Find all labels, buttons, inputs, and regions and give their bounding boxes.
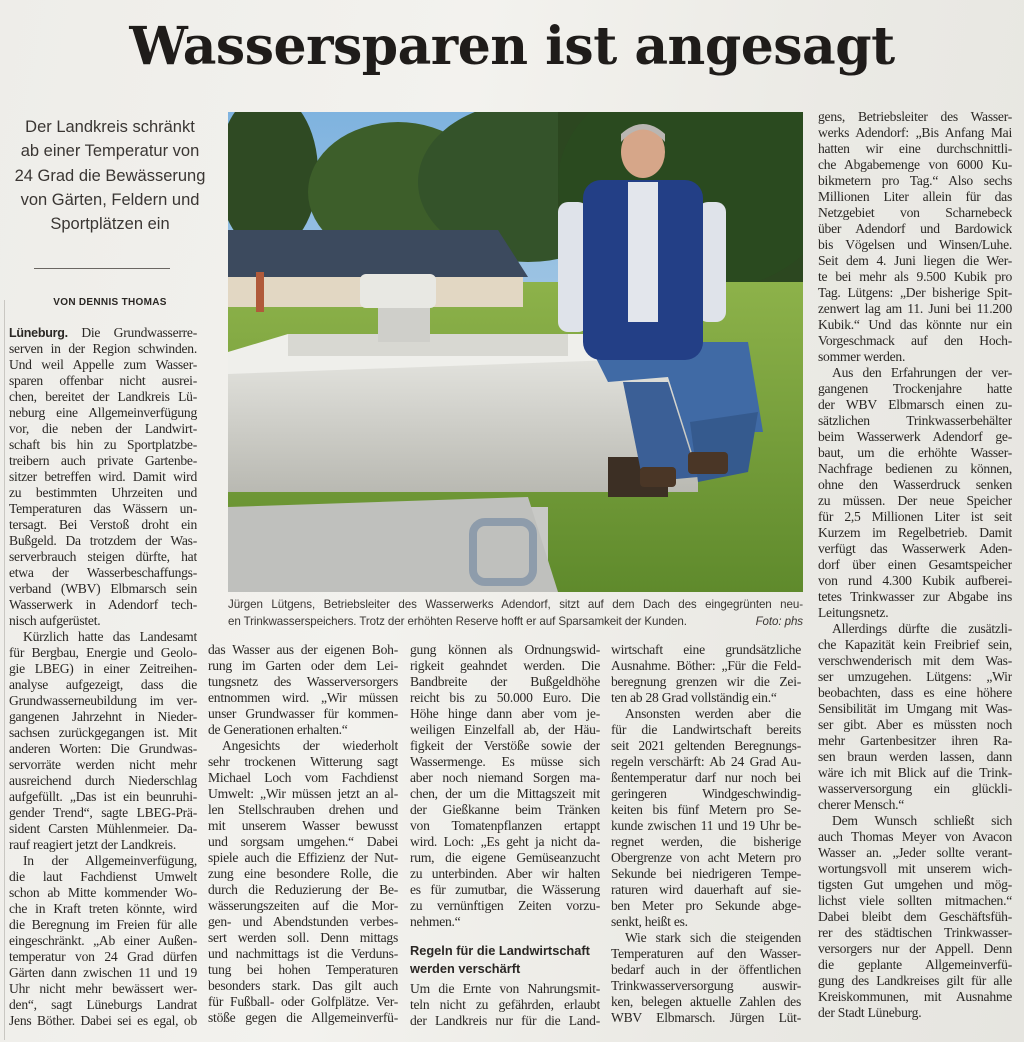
text-line: beregnung grenzen wir die Zei- <box>611 674 801 689</box>
text-line: für 2,5 Millionen Liter ist seit <box>818 509 1012 524</box>
text-line: der WBV Elbmarsch einen zu- <box>818 397 1012 412</box>
subtitle: Der Landkreis schränkt ab einer Temperatur von 24 Grad die Bewässerung von Gärten, Feldern und Sportplätzen ein <box>14 118 206 234</box>
text-line: ohne den Wasserdruck senken <box>818 477 1012 492</box>
text-line: neburg eine Allgemeinverfügung <box>9 405 197 420</box>
text-line: tungsnetz des Wasserversorgers <box>208 674 398 689</box>
text-line: teln nicht zu gefährden, erlaubt <box>410 997 600 1012</box>
text-line: Wasserwerk in Adendorf tech- <box>9 597 197 612</box>
text-line: Höhe hinge dann aber vom je- <box>410 706 600 721</box>
text-line: Sekunde bei niedrigeren Tempe- <box>611 866 801 881</box>
text-line: Wassermenge. Es müsse sich <box>410 754 600 769</box>
text-line: stöße gegen die Allgemeinverfü- <box>208 1010 398 1025</box>
text-line: kunde zwischen 11 und 19 Uhr be- <box>611 818 801 833</box>
text-line: reicht bis zu 50.000 Euro. Die <box>410 690 600 705</box>
text-line: Temperaturen auf den Wasser- <box>611 946 801 961</box>
text-line: rung im Garten oder dem Lei- <box>208 658 398 673</box>
text-line: Kürzlich hatte das Landesamt <box>23 629 197 644</box>
text-line: verfügt das Wasserwerk Aden- <box>818 541 1012 556</box>
text-line: das Wasser aus der eigenen Boh- <box>208 642 398 657</box>
text-line: werks Adendorf: „Bis Anfang Mai <box>818 125 1012 140</box>
text-line: nehmen.“ <box>410 914 461 929</box>
text-line: Nachfrage bedienen zu können, <box>818 461 1012 476</box>
text-line: sert werden soll. Denn mittags <box>208 930 398 945</box>
text-line: entnommen wird. „Wir müssen <box>208 690 398 705</box>
text-line: regeln verschärft: Ab 24 Grad Au- <box>611 754 801 769</box>
text-line: de Generationen erhalten.“ <box>208 722 348 737</box>
text-line: die geplante Allgemeinverfü- <box>818 957 1012 972</box>
text-line: von Tomatenpflanzen ertappt <box>410 818 600 833</box>
text-line: Jens Böther. Dabei sei es egal, ob <box>9 1013 197 1028</box>
text-line: che in Kraft treten könnte, wird <box>9 901 197 916</box>
text-line: sommer werden. <box>818 349 906 364</box>
text-line: che Abgabemenge von 6000 Ku- <box>818 157 1012 172</box>
photo-credit: Foto: phs <box>755 615 803 628</box>
text-line: Und weil Appelle zum Wasser- <box>9 357 197 372</box>
text-line: der Landkreis nur für die Land- <box>410 1013 600 1028</box>
text-line: seit 2021 geltenden Beregnungs- <box>611 738 801 753</box>
text-line: wässerungszeiten auf die Mor- <box>208 898 398 913</box>
paragraph <box>410 642 600 930</box>
text-line: cherer Mensch.“ <box>818 797 905 812</box>
text-line: für Fußball- oder Golfplätze. Ver- <box>208 994 398 1009</box>
text-line: lichst viele sollten mitmachen.“ <box>818 893 1012 908</box>
text-line: wirtschaft eine grundsätzliche <box>611 642 801 657</box>
text-line: sitzer betreffen wird. Damit wird <box>9 469 197 484</box>
text-line: Gärten dann zwischen 11 und 19 <box>9 965 197 980</box>
text-line: für die Landwirtschaft bereits <box>611 722 801 737</box>
text-line: sätzlichen Trinkwasserbehälter <box>818 413 1012 428</box>
text-line: verband (WBV) Elbmarsch sein <box>9 581 197 596</box>
text-line: zu unterbinden. Aber wir halten <box>410 866 600 881</box>
text-line: gangenen Trockenjahre hatte <box>818 381 1012 396</box>
paragraph <box>9 325 197 629</box>
text-line: Dabei bleibt dem Geschäftsfüh- <box>818 909 1012 924</box>
text-line: sparen offenbar nicht ausrei- <box>9 373 197 388</box>
text-line: gens, Betriebsleiter des Wasser- <box>818 109 1012 124</box>
text-line: aber noch niemand Sorgen ma- <box>410 770 600 785</box>
text-line: Ansonsten werden aber die <box>625 706 801 721</box>
text-line: zu vernünftigen Zeiten vorzu- <box>410 898 600 913</box>
photo-caption <box>228 596 803 630</box>
caption-line: Jürgen Lütgens, Betriebsleiter des Wasserwerks Adendorf, sitzt auf dem Dach des eingegrünten neu- <box>228 598 803 611</box>
text-line: len Stellschrauben drehen und <box>208 802 398 817</box>
text-line: figkeit der Verstöße sowie der <box>410 738 600 753</box>
text-line: beim Wasserwerk Adendorf ge- <box>818 429 1012 444</box>
text-line: serverbrauch steigen dürfte, hat <box>9 549 197 564</box>
text-line: rum, die eigene Gemüseanzucht <box>410 850 600 865</box>
paragraph <box>818 621 1012 813</box>
text-line: Kurzem im Regelbetrieb. Damit <box>818 525 1012 540</box>
text-line: nisch aufgerüstet. <box>9 613 101 628</box>
text-line: wäre ich mit Blick auf die Trink- <box>818 765 1012 780</box>
text-line: serven in der Region schwinden. <box>9 341 197 356</box>
text-line: Angesichts der wiederholt <box>222 738 398 753</box>
text-line: senkt, heißt es. <box>611 914 688 929</box>
text-line: schaft bis hin zu Sportplatzbe- <box>9 437 197 452</box>
text-line: ser umzugehen. Lütgens: „Wir <box>818 669 1012 684</box>
text-line: gung können als Ordnungswid- <box>410 642 600 657</box>
text-line: anderen Worten: Die Grundwas- <box>9 741 197 756</box>
text-line: wortungsvoll mit unserem wich- <box>818 861 1012 876</box>
text-line: bedarf auch in der öffentlichen <box>611 962 801 977</box>
text-line: aufgefüllt. „Das ist ein beunruhi- <box>9 789 197 804</box>
text-line: Sensibilität im Umgang mit Was- <box>818 701 1012 716</box>
text-line: zenwert lag am 11. Juni bei 11.200 <box>818 301 1012 316</box>
paragraph <box>208 642 398 738</box>
text-line: der Stadt Lüneburg. <box>818 1005 922 1020</box>
text-line: baut, um die erhöhte Wasser- <box>818 445 1012 460</box>
text-line: regnet werden, die bisherige <box>611 834 801 849</box>
text-line: Tag. Lütgens: „Der bisherige Spit- <box>818 285 1012 300</box>
text-line: beobachten, dass es eine höhere <box>818 685 1012 700</box>
paragraph <box>818 109 1012 365</box>
text-line: rer des städtischen Trinkwasser- <box>818 925 1012 940</box>
text-line: Millionen Liter allein für das <box>818 189 1012 204</box>
text-line: ten ab 28 Grad vollständig ein.“ <box>611 690 777 705</box>
caption-line-2 <box>228 613 803 630</box>
text-line: Temperaturen das Wässern un- <box>9 501 197 516</box>
dateline: Lüneburg. <box>9 326 68 340</box>
text-line: temperatur von 24 Grad dürfen <box>9 949 197 964</box>
paragraph <box>208 738 398 1026</box>
text-line: mehr Gartenbesitzer ihren Ra- <box>818 733 1012 748</box>
text-line: Uhr nicht mehr bewässert wer- <box>9 981 197 996</box>
text-line: sident Carsten Mühlenmeier. Da- <box>9 821 197 836</box>
text-line: Trinkwasserversorgung auswir- <box>611 978 801 993</box>
text-line: von rund 4.300 Kubik aufberei- <box>818 573 1012 588</box>
text-line: auch Thomas Meyer von Avacon <box>818 829 1012 844</box>
text-line-rest: Die Grundwasserre- <box>81 325 197 340</box>
text-line: ser gibt. Aber es müssten noch <box>818 717 1012 732</box>
text-line: über Adendorf und Bardowick <box>818 221 1012 236</box>
text-line: gie LBEG) in einer Zeitreihen- <box>9 661 197 676</box>
text-line: Michael Loch vom Fachdienst <box>208 770 398 785</box>
text-line: und sorgsam umgehen.“ Dabei <box>208 834 398 849</box>
caption-line: en Trinkwasserspeichers. Trotz der erhöhten Reserve hofft er auf Sparsamkeit der Kunden. <box>228 615 687 628</box>
divider <box>34 268 170 269</box>
text-line: vor, die neben der Landwirt- <box>9 421 197 436</box>
article-column-2 <box>208 642 398 1026</box>
text-line: dorf über einen Gesamtspeicher <box>818 557 1012 572</box>
text-line: versorgers nur der Appell. Denn <box>818 941 1012 956</box>
text-line: Wasser an. „Jeder sollte verant- <box>818 845 1012 860</box>
text-line: servorräte werden nicht mehr <box>9 757 197 772</box>
column-divider <box>4 300 5 1040</box>
text-line: spiele auch die Effizienz der Nut- <box>208 850 398 865</box>
text-line: gangenen Jahrzehnt in Nieder- <box>9 709 197 724</box>
text-line: Allerdings dürfte die zusätzli- <box>832 621 1012 636</box>
text-line: unser Grundwasser für kommen- <box>208 706 398 721</box>
text-line: ken, belegen aktuelle Zahlen des <box>611 994 801 1009</box>
text-line: Umwelt: „Wir müssen jetzt an al- <box>208 786 398 801</box>
text-line: eingeschränkt. „Ab einer Außen- <box>9 933 197 948</box>
text-line: mit unserem Wasser bewusst <box>208 818 398 833</box>
text-line: Kreiskommunen, mit Ausnahme <box>818 989 1012 1004</box>
text-line: tung bei hohen Temperaturen <box>208 962 398 977</box>
text-line: ben Meter pro Sekunde abge- <box>611 898 801 913</box>
text-line: Bußgeld. Da trotzdem der Was- <box>9 533 197 548</box>
text-line: Seit dem 4. Juni liegen die Wer- <box>818 253 1012 268</box>
subheading: Regeln für die Landwirtschaft werden verschärft <box>410 943 590 976</box>
text-line: zu müssen. Der neue Speicher <box>818 493 1012 508</box>
paragraph <box>9 853 197 1029</box>
text-line: tigsten Gut umgehen und mög- <box>818 877 1012 892</box>
text-line: Vorgeschmack auf den Hoch- <box>818 333 1012 348</box>
text-line: besonders stark. Das gilt auch <box>208 978 398 993</box>
paragraph <box>818 365 1012 621</box>
paragraph <box>410 981 600 1029</box>
text-line: bikmetern pro Tag.“ Also sechs <box>818 173 1012 188</box>
text-line: geringeren Windgeschwindig- <box>611 786 801 801</box>
text-line: Leitungsnetz. <box>818 605 889 620</box>
text-line: für Bergbau, Energie und Geolo- <box>9 645 197 660</box>
text-line: che Kapazität kein Freibrief sein, <box>818 637 1012 652</box>
text-line: treibern auch private Gartenbe- <box>9 453 197 468</box>
text-line: sachsen zurückgegangen ist. Mit <box>9 725 197 740</box>
text-line <box>9 325 197 341</box>
article-column-1 <box>9 325 197 1029</box>
paragraph <box>9 629 197 853</box>
text-line: keiten bis fünf Metern pro Se- <box>611 802 801 817</box>
text-line: sen braun werden lassen, dann <box>818 749 1012 764</box>
text-line: hatten wir eine durchschnittli- <box>818 141 1012 156</box>
text-line: chen, bereitet der Landkreis Lü- <box>9 389 197 404</box>
text-line: Obergrenze von acht Metern pro <box>611 850 801 865</box>
text-line: gender Trend“, sagte LBEG-Prä- <box>9 805 197 820</box>
text-line: Bandbreite der Bußgeldhöhe <box>410 674 600 689</box>
text-line: sehr trockenen Witterung sagt <box>208 754 398 769</box>
headline: Wassersparen ist angesagt <box>129 16 895 77</box>
paragraph <box>611 706 801 930</box>
text-line: wasserversorgung ein glückli- <box>818 781 1012 796</box>
text-line: bis Vögelsen und Winsen/Luhe. <box>818 237 1012 252</box>
text-line: schon ab Mitte kommender Wo- <box>9 885 197 900</box>
text-line: zu bestimmten Uhrzeiten und <box>9 485 197 500</box>
text-line: den“, sagt Lüneburgs Landrat <box>9 997 197 1012</box>
text-line: analyse aufgezeigt, dass die <box>9 677 197 692</box>
text-line: zung eine besondere Rolle, die <box>208 866 398 881</box>
text-line: ßentemperatur darf nur noch bei <box>611 770 801 785</box>
text-line: gen- und Abendstunden verbes- <box>208 914 398 929</box>
text-line: verschwenderisch mit dem Was- <box>818 653 1012 668</box>
text-line: Wie stark sich die steigenden <box>625 930 801 945</box>
text-line: weiligen Einzelfall ab, der Häu- <box>410 722 600 737</box>
text-line: rigkeit geahndet werden. Die <box>410 658 600 673</box>
text-line: Kubik.“ Und das könnte nur ein <box>818 317 1012 332</box>
text-line: te bei mehr als 9.500 Kubik pro <box>818 269 1012 284</box>
byline: VON DENNIS THOMAS <box>53 297 167 308</box>
text-line: Ausnahme. Böther: „Für die Feld- <box>611 658 801 673</box>
article-column-5 <box>818 109 1012 1021</box>
paragraph <box>611 642 801 706</box>
text-line: tetes Trinkwasser zur Abgabe ins <box>818 589 1012 604</box>
paragraph <box>818 813 1012 1021</box>
text-line: Grundwasserneubildung im ver- <box>9 693 197 708</box>
text-line: rauf reagiert jetzt der Landkreis. <box>9 837 176 852</box>
text-line: Dem Wunsch schließt sich <box>832 813 1012 828</box>
text-line: und nachmittags ist die Verduns- <box>208 946 398 961</box>
text-line: die laut Fachdienst Umwelt <box>9 869 197 884</box>
text-line: Um die Ernte von Nahrungsmit- <box>410 981 600 996</box>
text-line: etwa der Wasserbeschaffungs- <box>9 565 197 580</box>
text-line: WBV Elbmarsch. Jürgen Lüt- <box>611 1010 801 1025</box>
text-line: In der Allgemeinverfügung, <box>23 853 197 868</box>
text-line: Aus den Erfahrungen der ver- <box>832 365 1012 380</box>
text-line: wird. Loch: „Es geht ja nicht da- <box>410 834 600 849</box>
text-line: raturen wird dauerhaft auf sie- <box>611 882 801 897</box>
paragraph <box>611 930 801 1026</box>
text-line: gung des Landkreises gilt für alle <box>818 973 1012 988</box>
article-photo <box>228 112 803 592</box>
text-line: chen, der um die Mittagszeit mit <box>410 786 600 801</box>
text-line: tersagt. Bei Verstoß droht ein <box>9 517 197 532</box>
text-line: durch die Reduzierung der Be- <box>208 882 398 897</box>
article-column-3 <box>410 642 600 1029</box>
text-line: Netzgebiet von Scharnebeck <box>818 205 1012 220</box>
text-line: es für zumutbar, die Wässerung <box>410 882 600 897</box>
text-line: ausreichend durch Niederschlag <box>9 773 197 788</box>
text-line: die Beregnung im Freien für alle <box>9 917 197 932</box>
article-column-4 <box>611 642 801 1026</box>
text-line: der Gießkanne beim Tränken <box>410 802 600 817</box>
